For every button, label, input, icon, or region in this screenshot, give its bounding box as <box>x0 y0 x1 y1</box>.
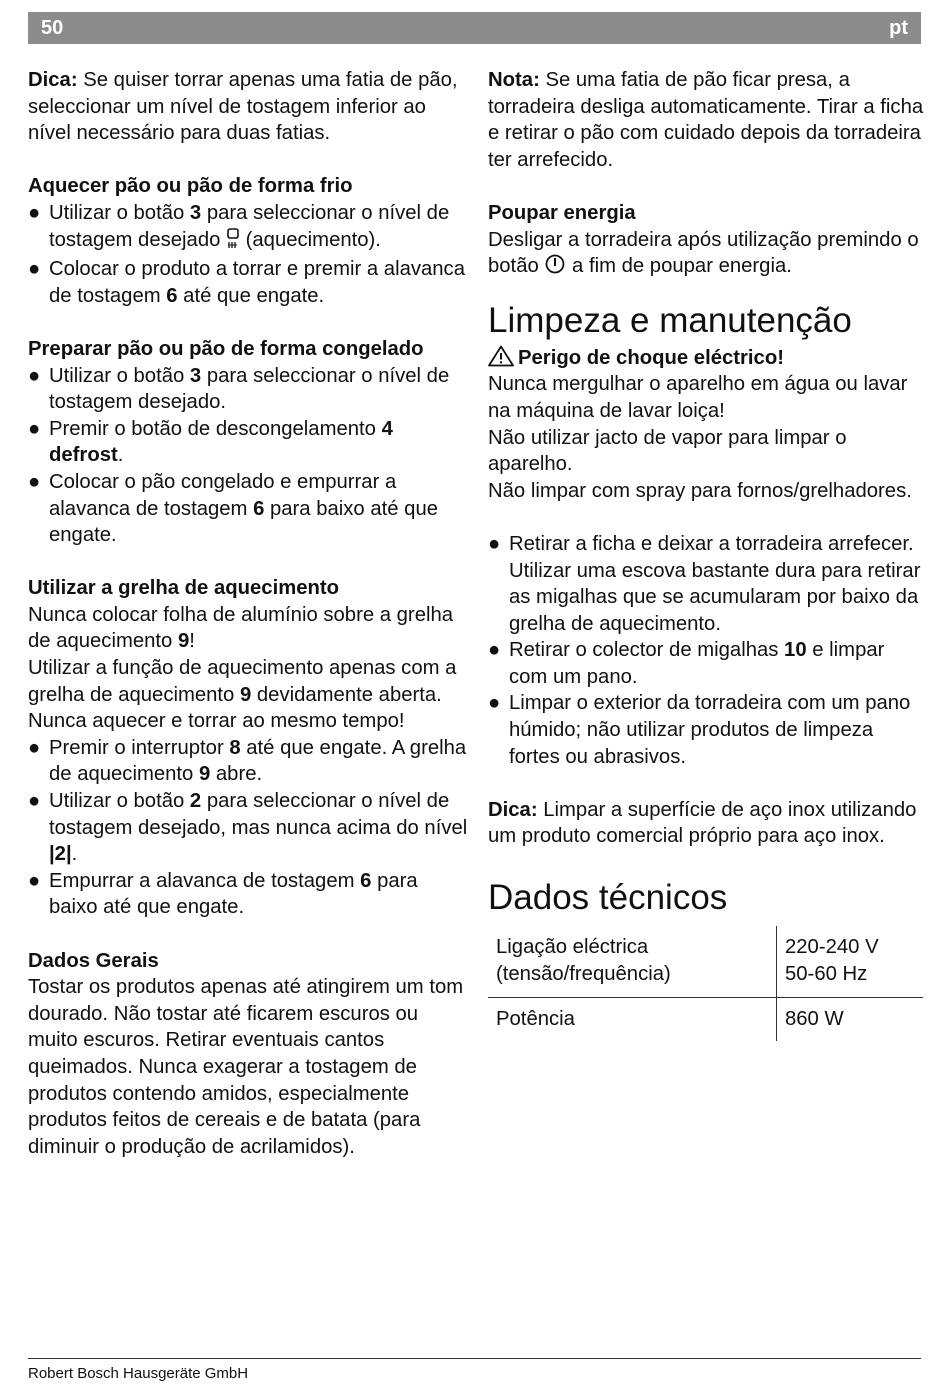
reheat-list <box>28 200 468 309</box>
rack-title: Utilizar a grelha de aquecimento <box>28 577 340 600</box>
list-item: ● Premir o interruptor 8 até que engate. A grelha de aquecimento 9 abre. <box>28 736 467 786</box>
energy-title: Poupar energia <box>488 201 636 224</box>
bullet-icon: ● <box>28 201 41 224</box>
rack-paragraph: Nunca aquecer e torrar ao mesmo tempo! <box>28 710 405 733</box>
list-item: ● Utilizar o botão 3 para seleccionar o nível de tostagem desejado (aquecimento). <box>28 200 468 256</box>
note-label: Nota: <box>488 69 540 91</box>
left-column <box>28 67 468 1160</box>
cleaning-list <box>488 531 928 770</box>
table-row <box>488 926 923 998</box>
tip-label: Dica: <box>28 69 78 91</box>
specs-table <box>488 926 923 1041</box>
energy-text: Desligar a torradeira após utilização premindo o botão a fim de poupar energia. <box>488 227 928 283</box>
bullet-icon: ● <box>28 736 41 759</box>
bullet-icon: ● <box>28 470 41 493</box>
warning-text: Perigo de choque eléctrico! <box>518 346 784 369</box>
table-row <box>488 998 923 1041</box>
frozen-title: Preparar pão ou pão de forma congelado <box>28 337 424 360</box>
bullet-icon: ● <box>28 869 41 892</box>
frozen-list <box>28 363 468 549</box>
bullet-icon: ● <box>28 364 41 387</box>
bullet-icon: ● <box>28 417 41 440</box>
table-cell: 860 W <box>777 998 924 1041</box>
list-item: ● Colocar o produto a torrar e premir a alavanca de tostagem 6 até que engate. <box>28 258 465 307</box>
list-item: ● Empurrar a alavanca de tostagem 6 para baixo até que engate. <box>28 869 418 919</box>
list-item: ● Utilizar o botão 2 para seleccionar o nível de tostagem desejado, mas nunca acima do nível |2|. <box>28 790 468 866</box>
specs-heading: Dados técnicos <box>488 878 728 918</box>
general-title: Dados Gerais <box>28 949 159 972</box>
list-item: ● Premir o botão de descongelamento 4 defrost. <box>28 417 393 467</box>
footer-company: Robert Bosch Hausgeräte GmbH <box>28 1365 249 1382</box>
rack-paragraph: Utilizar a função de aquecimento apenas com a grelha de aquecimento 9 devidamente aberta. <box>28 657 457 706</box>
bullet-icon: ● <box>488 639 501 662</box>
tip-paragraph <box>28 67 468 147</box>
cleaning-paragraph: Nunca mergulhar o aparelho em água ou lavar na máquina de lavar loiça! <box>488 373 908 422</box>
list-item: ● Retirar o colector de migalhas 10 e limpar com um pano. <box>488 639 885 688</box>
page-header-bar <box>28 12 921 44</box>
rack-list <box>28 735 468 921</box>
power-button-icon <box>544 253 566 283</box>
list-item: ● Limpar o exterior da torradeira com um pano húmido; não utilizar produtos de limpeza fortes ou abrasivos. <box>488 692 911 768</box>
warning-triangle-icon <box>488 345 514 367</box>
cleaning-heading: Limpeza e manutenção <box>488 300 852 340</box>
note-paragraph <box>488 67 928 173</box>
table-cell: Ligação eléctrica (tensão/frequência) <box>488 926 777 998</box>
page-number: 50 <box>41 17 64 39</box>
bullet-icon: ● <box>488 692 501 715</box>
list-item: ● Colocar o pão congelado e empurrar a alavanca de tostagem 6 para baixo até que engate. <box>28 470 439 547</box>
bullet-icon: ● <box>488 532 501 555</box>
bullet-icon: ● <box>28 790 41 813</box>
general-text: Tostar os produtos apenas até atingirem um tom dourado. Não tostar até ficarem escuros ou muito escuros. Retirar eventuais cantos queimados. Nunca exagerar a tostagem de produtos contendo amidos, especialmente produtos feitos de cereais e de batata (para diminuir o produção de acrilamidos). <box>28 976 464 1158</box>
cleaning-paragraph: Não utilizar jacto de vapor para limpar o aparelho. <box>488 426 847 476</box>
list-item: ● Retirar a ficha e deixar a torradeira arrefecer. Utilizar uma escova bastante dura para retirar as migalhas que se acumularam por baixo da grelha de aquecimento. <box>488 532 921 635</box>
cleaning-tip <box>488 797 928 850</box>
tip-label: Dica: <box>488 798 538 821</box>
bullet-icon: ● <box>28 258 41 281</box>
reheat-title: Aquecer pão ou pão de forma frio <box>28 175 353 198</box>
tip-text: Se quiser torrar apenas uma fatia de pão, seleccionar um nível de tostagem inferior ao nível necessário para duas fatias. <box>28 69 458 145</box>
list-item: ● Utilizar o botão 3 para seleccionar o nível de tostagem desejado. <box>28 364 450 414</box>
cleaning-paragraph: Não limpar com spray para fornos/grelhadores. <box>488 479 912 502</box>
tip-text: Limpar a superfície de aço inox utilizando um produto comercial próprio para aço inox. <box>488 798 917 848</box>
right-column <box>488 67 928 1041</box>
table-cell: Potência <box>496 1008 575 1031</box>
rack-paragraph: Nunca colocar folha de alumínio sobre a grelha de aquecimento 9! <box>28 603 454 653</box>
warming-rack-icon <box>226 227 240 257</box>
language-code: pt <box>889 17 908 39</box>
note-text: Se uma fatia de pão ficar presa, a torradeira desliga automaticamente. Tirar a ficha e retirar o pão com cuidado depois da torradeira ter arrefecido. <box>488 69 924 171</box>
warning-line <box>488 345 928 372</box>
table-cell: 220-240 V 50-60 Hz <box>777 926 924 998</box>
footer-divider <box>28 1358 921 1359</box>
